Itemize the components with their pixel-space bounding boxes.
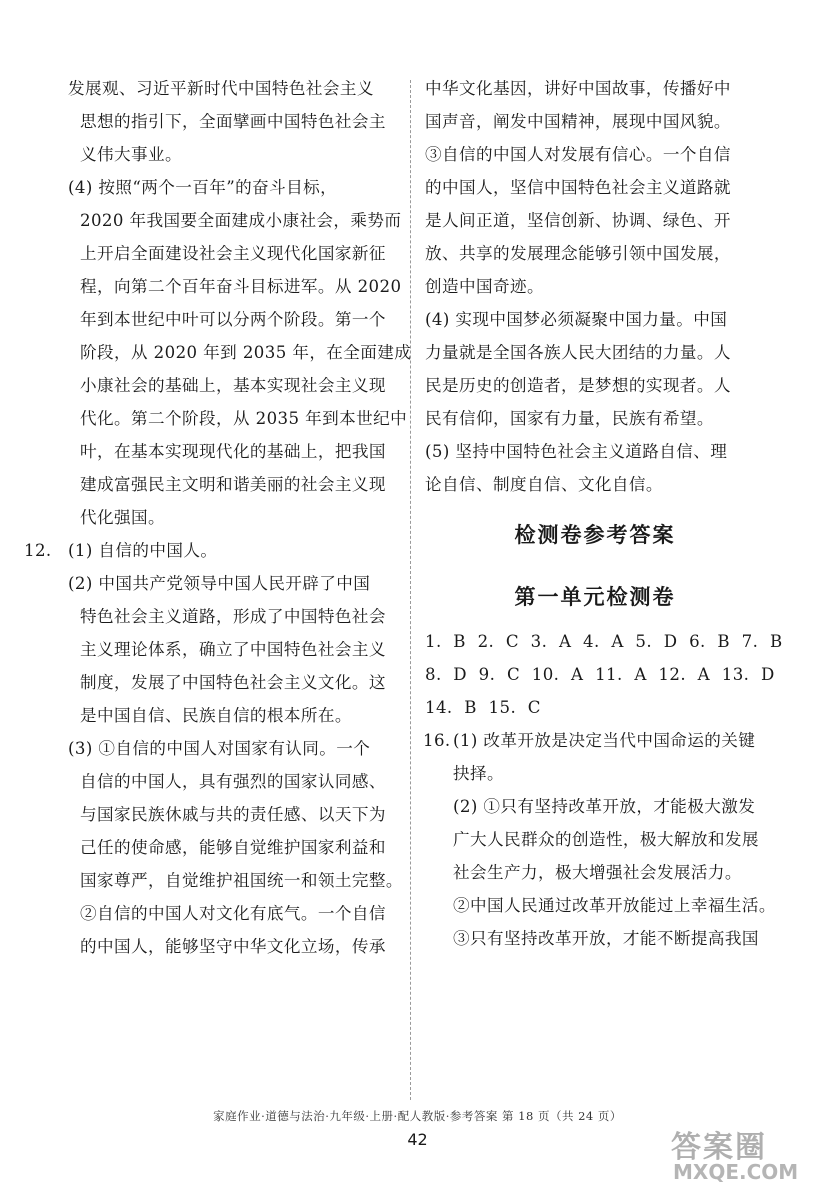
text-line: 是中国自信、民族自信的根本所在。	[80, 706, 352, 725]
text-line: 制度，发展了中国特色社会主义文化。这	[80, 673, 386, 692]
text-line: 叶，在基本实现现代化的基础上，把我国	[80, 442, 386, 461]
watermark-logo: 答案圈	[671, 1130, 767, 1165]
text-line: 民是历史的创造者，是梦想的实现者。人	[425, 376, 731, 395]
page-footer: 家庭作业·道德与法治·九年级·上册·配人教版·参考答案 第 18 页（共 24 页）	[213, 1109, 622, 1123]
text-line: 建成富强民主文明和谐美丽的社会主义现	[80, 475, 386, 494]
answer-row: 8. D 9. C 10. A 11. A 12. A 13. D	[425, 665, 775, 684]
text-line: 自信的中国人，具有强烈的国家认同感、	[80, 772, 386, 791]
text-line: ②中国人民通过改革开放能过上幸福生活。	[453, 896, 776, 915]
text-line: ③自信的中国人对发展有信心。一个自信	[425, 145, 731, 164]
page-number: 42	[407, 1130, 428, 1149]
text-line: 是人间正道，坚信创新、协调、绿色、开	[425, 211, 731, 230]
text-line: 主义理论体系，确立了中国特色社会主义	[80, 640, 386, 659]
text-line: 代化。第二个阶段，从 2035 年到本世纪中	[80, 409, 408, 428]
text-line: 义伟大事业。	[80, 145, 182, 164]
text-line: 国声音，阐发中国精神，展现中国风貌。	[425, 112, 731, 131]
text-line: 力量就是全国各族人民大团结的力量。人	[425, 343, 731, 362]
text-line: 民有信仰，国家有力量，民族有希望。	[425, 409, 714, 428]
column-divider	[410, 80, 411, 1100]
text-line: 国家尊严，自觉维护祖国统一和领土完整。	[80, 871, 403, 890]
section-title: 检测卷参考答案	[514, 523, 676, 547]
text-line: (4) 实现中国梦必须凝聚中国力量。中国	[425, 310, 728, 329]
unit-title: 第一单元检测卷	[514, 585, 676, 609]
answer-key	[425, 625, 783, 724]
text-line: 的中国人，坚信中国特色社会主义道路就	[425, 178, 731, 197]
text-line: (4) 按照“两个一百年”的奋斗目标，	[68, 178, 338, 197]
watermark	[671, 1122, 821, 1186]
text-line: 的中国人，能够坚守中华文化立场，传承	[80, 937, 386, 956]
text-line: 发展观、习近平新时代中国特色社会主义	[68, 79, 374, 98]
text-line: 阶段，从 2020 年到 2035 年，在全面建成	[80, 343, 412, 362]
text-line: ③只有坚持改革开放，才能不断提高我国	[453, 929, 759, 948]
text-line: 特色社会主义道路，形成了中国特色社会	[80, 607, 386, 626]
text-line: (2) ①只有坚持改革开放，才能极大激发	[453, 797, 756, 816]
question-number: 12.	[24, 541, 52, 560]
text-line: 创造中国奇迹。	[425, 277, 544, 296]
question-12-line	[24, 534, 398, 567]
text-line: 程，向第二个百年奋斗目标进军。从 2020	[80, 277, 402, 296]
text-line: 2020 年我国要全面建成小康社会，乘势而	[80, 211, 402, 230]
text-line: 年到本世纪中叶可以分两个阶段。第一个	[80, 310, 386, 329]
text-line: 小康社会的基础上，基本实现社会主义现	[80, 376, 386, 395]
text-line: 中华文化基因，讲好中国故事，传播好中	[425, 79, 731, 98]
text-line: 代化强国。	[80, 508, 165, 527]
right-column	[423, 72, 783, 955]
text-line: (3) ①自信的中国人对国家有认同。一个	[68, 739, 371, 758]
answer-row: 14. B 15. C	[425, 698, 541, 717]
text-line: (2) 中国共产党领导中国人民开辟了中国	[68, 574, 371, 593]
text-line: 己任的使命感，能够自觉维护国家利益和	[80, 838, 386, 857]
text-line: 论自信、制度自信、文化自信。	[425, 475, 663, 494]
text-line: (5) 坚持中国特色社会主义道路自信、理	[425, 442, 728, 461]
text-line: 社会生产力，极大增强社会发展活力。	[453, 863, 742, 882]
question-number: 16.	[423, 731, 451, 750]
text-line: (1) 改革开放是决定当代中国命运的关键	[453, 731, 756, 750]
text-line: 与国家民族休戚与共的责任感、以天下为	[80, 805, 386, 824]
text-line: 广大人民群众的创造性，极大解放和发展	[453, 830, 759, 849]
answer-row: 1. B 2. C 3. A 4. A 5. D 6. B 7. B	[425, 632, 783, 651]
left-column	[24, 72, 412, 963]
text-line: ②自信的中国人对文化有底气。一个自信	[80, 904, 386, 923]
text-line: 上开启全面建设社会主义现代化国家新征	[80, 244, 386, 263]
text-line: 放、共享的发展理念能够引领中国发展，	[425, 244, 731, 263]
question-16-line	[423, 724, 765, 757]
watermark-url: MXQE.COM	[673, 1160, 799, 1184]
text-line: 思想的指引下，全面擘画中国特色社会主	[80, 112, 386, 131]
text-line: 抉择。	[453, 764, 504, 783]
text-line: (1) 自信的中国人。	[68, 541, 218, 560]
